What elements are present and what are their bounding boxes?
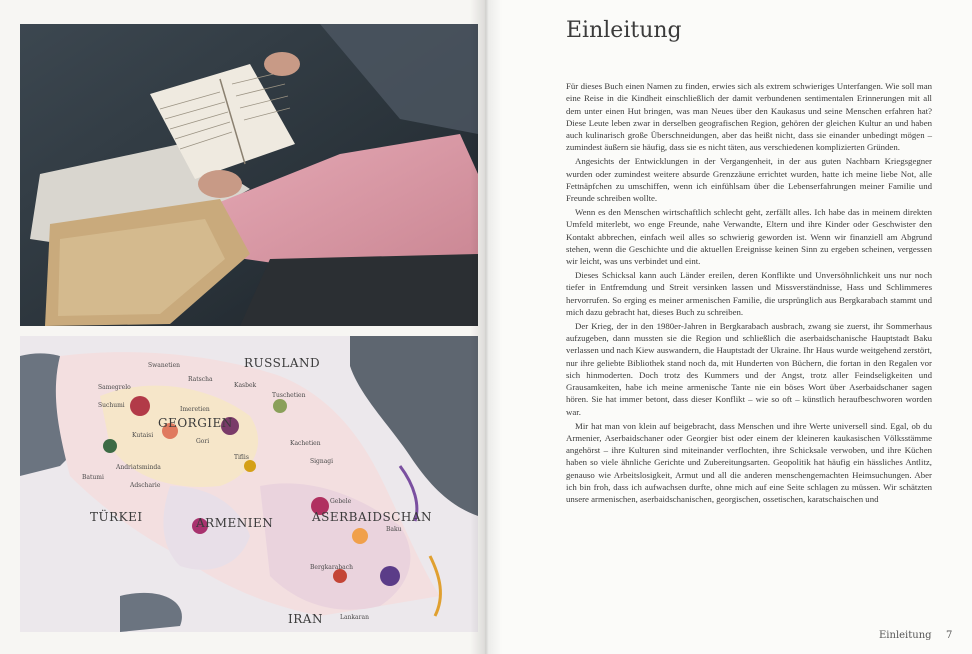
- caucasus-map: [20, 336, 478, 632]
- paragraph: Angesichts der Entwicklungen in der Vergangenheit, in der aus guten Nachbarn Kriegsgegner wurden oder zumindest weitere absurde Grenzzäune errichtet wurden, hatte ich meine liebe Not, alle Fettnäpfchen zu umschiffen, wenn ich einfühlsam über die Lebenserfahrungen meiner Familie und Freunde schreiben wollte.: [566, 156, 932, 204]
- map-label-armenien: ARMENIEN: [196, 516, 274, 530]
- book-gutter-shadow: [470, 0, 502, 654]
- chapter-title: Einleitung: [566, 18, 682, 43]
- running-title: Einleitung: [879, 630, 932, 641]
- map-place-gori: Gori: [196, 438, 210, 445]
- photo-illustration: [20, 24, 478, 326]
- map-place-baku: Baku: [386, 526, 402, 533]
- map-place-swanetien: Swanetien: [148, 362, 180, 369]
- map-place-ratscha: Ratscha: [188, 376, 213, 383]
- map-place-suchumi: Suchumi: [98, 402, 125, 409]
- paragraph: Wenn es den Menschen wirtschaftlich schlecht geht, zerfällt alles. Ich habe das in meinem direkten Umfeld miterlebt, wo enge Freunde, nahe Verwandte, Eltern und ihre Kinder oder Geschwister den Kontakt abbrechen, einfach weil alles so schwierig geworden ist. Wenn wir finanziell am Abgrund stehen, wenn die Geschichte und die aktuellen Ereignisse keinen Sinn zu ergeben scheinen, vergessen wir leicht, was uns verbindet und eint.: [566, 206, 932, 267]
- map-place-samegrelo: Samegrelo: [98, 384, 131, 391]
- map-label-tuerkei: TÜRKEI: [90, 510, 143, 524]
- map-illustration: [20, 336, 478, 632]
- map-place-batumi: Batumi: [82, 474, 104, 481]
- right-page: [486, 0, 972, 654]
- page-number: 7: [946, 630, 953, 641]
- paragraph: Dieses Schicksal kann auch Länder ereilen, deren Konflikte und Unversöhnlichkeit uns nur noch tiefer in Entfremdung und Streit versinken lassen und Missverständnisse, Hass und Schlimmeres hervorrufen. So erging es meiner armenischen Familie, die ursprünglich aus Bergkarabach stammt und mich dazu gebracht hat, dieses Buch zu schreiben.: [566, 269, 932, 317]
- map-label-aserbaidschan: ASERBAIDSCHAN: [312, 510, 433, 524]
- map-label-iran: IRAN: [288, 612, 323, 626]
- map-label-georgien: GEORGIEN: [158, 416, 233, 430]
- map-place-adscharie: Adscharie: [130, 482, 161, 489]
- map-place-kasbek: Kasbek: [234, 382, 257, 389]
- map-place-tuschetien: Tuschetien: [272, 392, 306, 399]
- map-place-andriatsminda: Andriatsminda: [116, 464, 161, 471]
- map-place-bergkarabach: Bergkarabach: [310, 564, 353, 571]
- map-place-signagi: Signagi: [310, 458, 334, 465]
- paragraph: Für dieses Buch einen Namen zu finden, erwies sich als extrem schwieriges Unterfangen. Wie soll man eine Reise in die Kindheit einschließlich der damit verbundenen sentimentalen Erinnerungen mit all dem unter einen Hut bringen, was man Neues über den Kaukasus und seine Menschen erfahren hat? Diese Leute leben zwar in derselben geografischen Region, gehören der gleichen Kultur an und haben auch kulinarisch große Überschneidungen, aber das heißt nicht, dass sie einander unbedingt mögen – zumindest äußern sie häufig, dass sie es nicht täten, aus verschiedenen komplizierten Gründen.: [566, 81, 932, 153]
- map-place-imeretien: Imeretien: [180, 406, 210, 413]
- map-place-gebele: Gebele: [330, 498, 352, 505]
- map-label-russland: RUSSLAND: [244, 356, 321, 370]
- photo-reading-notebook: [20, 24, 478, 326]
- paragraph: Der Krieg, der in den 1980er-Jahren in Bergkarabach ausbrach, zwang sie zuerst, ihr Sommerhaus aufzugeben, dann mussten sie die Region und schließlich die aserbaidschanische Hauptstadt Baku verlassen und nach Kiew auswandern, die Hauptstadt der Ukraine. Ihr Haus wurde weitgehend zerstört, nur ihre geliebte Bibliothek stand noch da, mit Hunderten von Büchern, die fortan in den Regalen vor sich hinmoderten. Doch trotz des Kummers und der Angst, trotz aller Feindseligkeiten und Grausamkeiten, habe ich meine armenische Tante nie ein böses Wort über Aserbaidschaner sagen hören. Sie hat immer betont, dass dieser Konflikt – wie so oft – künstlich heraufbeschworen worden war.: [566, 320, 932, 417]
- map-place-lankaran: Lankaran: [340, 614, 369, 621]
- map-place-tiflis: Tiflis: [234, 454, 249, 461]
- chapter-body: [566, 80, 932, 507]
- map-place-kachetien: Kachetien: [290, 440, 321, 447]
- map-place-kutaisi: Kutaisi: [132, 432, 154, 439]
- paragraph: Mir hat man von klein auf beigebracht, dass Menschen und ihre Werte universell sind. Egal, ob du Armenier, Aserbaidschaner oder Georgier bist oder einem der kleineren kaukasischen Völksstämme angehörst – ihre Kulturen sind miteinander verflochten, ihre Schicksale verwoben, und ihre Küchen haben so viele ähnliche Gerichte und Zubereitungsarten. Geopolitik hat häufig ein hässliches Antlitz, genauso wie Arbeitslosigkeit, Armut und all die anderen menschengemachten Heimsuchungen. Aber ich bin froh, dass ich aufwachsen durfte, ohne mich auf eine Seite schlagen zu müssen. Wir schätzten unsere armenischen, aserbaidschanischen, georgischen, ossetischen, karatschaischen und: [566, 420, 932, 505]
